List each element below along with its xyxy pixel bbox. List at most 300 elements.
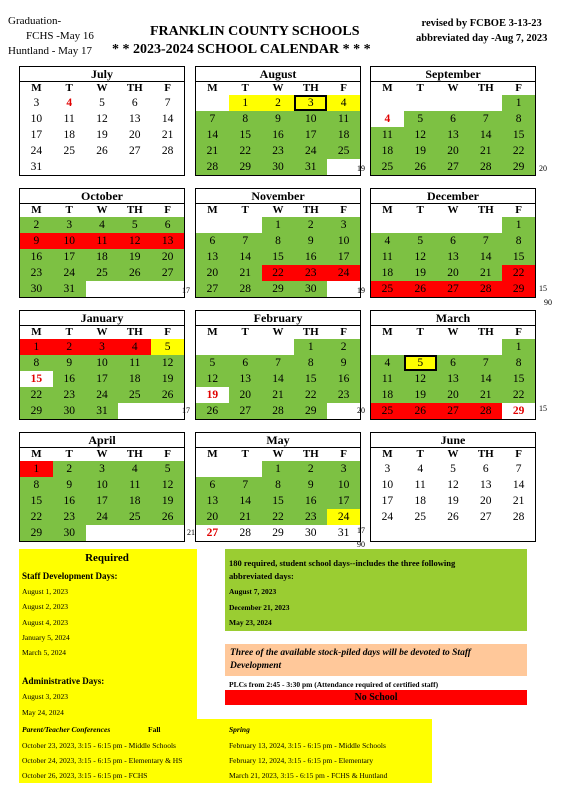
weekday-header: F (164, 82, 171, 94)
staff-dev-date: August 4, 2023 (22, 618, 69, 627)
day-cell: 10 (86, 355, 119, 371)
day-cell: 8 (262, 233, 295, 249)
day-cell: 25 (63, 145, 75, 157)
day-cell: 22 (502, 143, 535, 159)
day-cell: 1 (262, 217, 295, 233)
graduation-huntland: Huntland - May 17 (8, 45, 93, 57)
day-cell: 17 (381, 495, 394, 507)
day-cell: 28 (469, 281, 502, 297)
day-cell: 20 (437, 387, 470, 403)
month-title: February (196, 311, 360, 326)
day-cell: 15 (30, 373, 43, 385)
admin-days-label: Administrative Days: (22, 676, 105, 686)
day-cell: 1 (229, 95, 262, 111)
day-cell: 11 (414, 479, 426, 491)
required-days-legend (19, 549, 197, 719)
weekday-header: M (31, 448, 42, 460)
staff-dev-date: March 5, 2024 (22, 648, 66, 657)
weekday-header: T (241, 448, 249, 460)
day-cell: 10 (53, 233, 86, 249)
month-title: March (371, 311, 535, 326)
weekday-header: M (382, 82, 393, 94)
empty-cell (371, 95, 404, 111)
day-cell: 10 (30, 113, 43, 125)
weekday-header: M (382, 326, 393, 338)
day-cell: 26 (96, 145, 108, 157)
day-cell: 24 (327, 265, 360, 281)
weekday-header: TH (477, 204, 494, 216)
day-cell: 5 (404, 355, 437, 371)
day-cell: 25 (327, 143, 360, 159)
district-title: FRANKLIN COUNTY SCHOOLS (150, 24, 360, 39)
month-days (196, 82, 360, 175)
weekday-header: TH (126, 448, 143, 460)
day-cell: 6 (437, 111, 470, 127)
abbreviated-date: May 23, 2024 (229, 618, 272, 627)
day-cell: 8 (20, 355, 53, 371)
day-cell: 14 (229, 493, 262, 509)
day-cell: 24 (53, 265, 86, 281)
plc-note: PLCs from 2:45 - 3:30 pm (Attendance required of certified staff) (229, 680, 439, 689)
revised-date: revised by FCBOE 3-13-23 (421, 18, 542, 29)
day-cell: 3 (53, 217, 86, 233)
day-cell: 5 (151, 339, 184, 355)
day-cell: 15 (294, 371, 327, 387)
month-days (20, 204, 184, 297)
empty-cell (469, 525, 502, 541)
day-cell: 4 (371, 355, 404, 371)
day-cell: 21 (262, 387, 295, 403)
month-may (195, 432, 361, 542)
spring-conference: March 21, 2023, 3:15 - 6:15 pm - FCHS & Huntland (229, 771, 388, 780)
day-cell: 1 (502, 339, 535, 355)
day-cell: 28 (512, 511, 525, 523)
month-january (19, 310, 185, 420)
day-cell: 20 (229, 387, 262, 403)
day-cell: 6 (437, 233, 470, 249)
day-cell: 2 (294, 217, 327, 233)
day-cell: 19 (404, 387, 437, 403)
day-cell: 18 (86, 249, 119, 265)
day-cell: 4 (417, 463, 424, 475)
weekday-header: T (65, 326, 73, 338)
weekday-header: W (96, 82, 108, 94)
day-cell: 18 (371, 265, 404, 281)
day-cell: 12 (96, 113, 108, 125)
day-cell: 29 (229, 159, 262, 175)
weekday-header: T (65, 448, 73, 460)
day-cell: 4 (66, 97, 73, 109)
weekday-header: W (447, 448, 459, 460)
day-cell: 11 (371, 371, 404, 387)
month-days (196, 326, 360, 419)
empty-cell (196, 95, 229, 111)
empty-cell (327, 403, 360, 419)
day-cell: 18 (118, 371, 151, 387)
weekday-header: F (515, 448, 522, 460)
weekday-header: W (272, 82, 284, 94)
day-cell: 7 (515, 463, 522, 475)
required-title: Required (85, 552, 129, 564)
empty-cell (437, 217, 470, 233)
day-cell: 28 (196, 159, 229, 175)
day-cell: 16 (294, 249, 327, 265)
empty-cell (327, 159, 360, 175)
day-cell: 28 (262, 403, 295, 419)
weekday-header: M (31, 204, 42, 216)
count-oct: 17 (182, 286, 190, 295)
weekday-header: F (515, 82, 522, 94)
day-cell: 4 (384, 113, 391, 125)
day-cell: 8 (229, 111, 262, 127)
day-cell: 9 (262, 111, 295, 127)
weekday-header: M (382, 204, 393, 216)
weekday-header: TH (302, 82, 319, 94)
graduation-info (8, 14, 94, 59)
day-cell: 27 (437, 159, 470, 175)
day-cell: 29 (272, 527, 284, 539)
day-cell: 9 (20, 233, 53, 249)
day-cell: 2 (53, 339, 86, 355)
student-days-line1: 180 required, student school days--includes the three following (229, 558, 456, 568)
day-cell: 14 (469, 371, 502, 387)
day-cell: 5 (118, 217, 151, 233)
revision-info (416, 16, 547, 46)
day-cell: 13 (437, 249, 470, 265)
month-june (370, 432, 536, 542)
empty-cell (53, 159, 86, 175)
day-cell: 25 (86, 265, 119, 281)
day-cell: 24 (86, 387, 119, 403)
day-cell: 21 (196, 143, 229, 159)
day-cell: 25 (118, 387, 151, 403)
day-cell: 2 (294, 461, 327, 477)
day-cell: 26 (118, 265, 151, 281)
day-cell: 21 (161, 129, 174, 141)
day-cell: 30 (262, 159, 295, 175)
empty-cell (86, 525, 119, 541)
day-cell: 3 (384, 463, 391, 475)
day-cell: 17 (53, 249, 86, 265)
day-cell: 19 (151, 493, 184, 509)
day-cell: 3 (86, 461, 119, 477)
day-cell: 7 (196, 111, 229, 127)
empty-cell (196, 461, 229, 477)
empty-cell (404, 95, 437, 111)
day-cell: 11 (63, 113, 75, 125)
day-cell: 13 (229, 371, 262, 387)
stockpile-note: Three of the available stock-piled days will be devoted to Staff Development (225, 644, 527, 676)
day-cell: 16 (20, 249, 53, 265)
day-cell: 26 (151, 509, 184, 525)
day-cell: 16 (327, 371, 360, 387)
day-cell: 3 (33, 97, 40, 109)
day-cell: 19 (151, 371, 184, 387)
day-cell: 12 (404, 249, 437, 265)
conferences-label: Parent/Teacher Conferences (22, 725, 111, 734)
day-cell: 9 (294, 233, 327, 249)
day-cell: 3 (327, 461, 360, 477)
weekday-header: W (272, 326, 284, 338)
day-cell: 12 (196, 371, 229, 387)
weekday-header: F (515, 204, 522, 216)
weekday-header: F (340, 82, 347, 94)
weekday-header: TH (477, 448, 494, 460)
weekday-header: TH (302, 204, 319, 216)
day-cell: 17 (86, 371, 119, 387)
month-title: August (196, 67, 360, 82)
day-cell: 8 (20, 477, 53, 493)
day-cell: 7 (469, 111, 502, 127)
month-days (20, 82, 184, 175)
empty-cell (371, 525, 404, 541)
day-cell: 1 (262, 461, 295, 477)
day-cell: 7 (469, 355, 502, 371)
day-cell: 23 (327, 387, 360, 403)
day-cell: 17 (327, 249, 360, 265)
empty-cell (469, 339, 502, 355)
weekday-header: M (207, 448, 218, 460)
month-title: July (20, 67, 184, 82)
count-semester1: 90 (544, 298, 552, 307)
day-cell: 13 (196, 493, 229, 509)
day-cell: 29 (512, 405, 525, 417)
day-cell: 2 (20, 217, 53, 233)
day-cell: 8 (502, 111, 535, 127)
weekday-header: M (31, 326, 42, 338)
fall-conference: October 23, 2023, 3:15 - 6:15 pm - Middle Schools (22, 741, 176, 750)
day-cell: 21 (469, 143, 502, 159)
empty-cell (437, 525, 470, 541)
weekday-header: TH (477, 326, 494, 338)
weekday-header: T (241, 204, 249, 216)
day-cell: 21 (512, 495, 525, 507)
day-cell: 27 (437, 281, 470, 297)
day-cell: 27 (229, 403, 262, 419)
day-cell: 29 (502, 159, 535, 175)
day-cell: 23 (20, 265, 53, 281)
admin-day-date: May 24, 2024 (22, 708, 64, 717)
empty-cell (502, 525, 535, 541)
empty-cell (229, 461, 262, 477)
weekday-header: T (65, 82, 73, 94)
day-cell: 7 (229, 233, 262, 249)
day-cell: 8 (502, 355, 535, 371)
day-cell: 10 (294, 111, 327, 127)
day-cell: 8 (294, 355, 327, 371)
day-cell: 19 (96, 129, 108, 141)
day-cell: 7 (469, 233, 502, 249)
day-cell: 15 (20, 493, 53, 509)
empty-cell (469, 95, 502, 111)
day-cell: 20 (437, 265, 470, 281)
no-school-legend: No School (225, 690, 527, 705)
day-cell: 16 (262, 127, 295, 143)
day-cell: 30 (294, 281, 327, 297)
weekday-header: W (447, 326, 459, 338)
day-cell: 7 (164, 97, 171, 109)
day-cell: 10 (86, 477, 119, 493)
day-cell: 27 (196, 281, 229, 297)
count-may: 17 (357, 526, 365, 535)
day-cell: 17 (30, 129, 43, 141)
empty-cell (118, 281, 151, 297)
day-cell: 1 (20, 461, 53, 477)
empty-cell (196, 339, 229, 355)
empty-cell (118, 403, 151, 419)
day-cell: 5 (196, 355, 229, 371)
day-cell: 8 (262, 477, 295, 493)
day-cell: 13 (480, 479, 492, 491)
day-cell: 11 (118, 477, 151, 493)
month-days (371, 326, 535, 419)
day-cell: 19 (404, 265, 437, 281)
day-cell: 26 (447, 511, 459, 523)
day-cell: 29 (502, 281, 535, 297)
abbreviated-day-note: abbreviated day -Aug 7, 2023 (416, 33, 548, 44)
weekday-header: F (164, 448, 171, 460)
count-mar: 15 (539, 404, 547, 413)
fall-conference: October 24, 2023, 3:15 - 6:15 pm - Elementary & HS (22, 756, 183, 765)
day-cell: 6 (196, 233, 229, 249)
empty-cell (437, 95, 470, 111)
day-cell: 18 (371, 387, 404, 403)
admin-day-date: August 3, 2023 (22, 692, 69, 701)
weekday-header: F (340, 326, 347, 338)
day-cell: 15 (502, 127, 535, 143)
day-cell: 25 (371, 159, 404, 175)
day-cell: 28 (161, 145, 174, 157)
spring-conference: February 12, 2024, 3:15 - 6:15 pm - Elementary (229, 756, 374, 765)
day-cell: 12 (151, 355, 184, 371)
abbreviated-date: August 7, 2023 (229, 587, 277, 596)
weekday-header: T (416, 204, 424, 216)
month-february (195, 310, 361, 420)
day-cell: 20 (437, 143, 470, 159)
month-title: April (20, 433, 184, 448)
month-title: September (371, 67, 535, 82)
weekday-header: W (96, 448, 108, 460)
month-days (371, 204, 535, 297)
empty-cell (151, 159, 184, 175)
month-july (19, 66, 185, 176)
day-cell: 17 (327, 493, 360, 509)
weekday-header: W (96, 204, 108, 216)
day-cell: 11 (371, 127, 404, 143)
day-cell: 1 (20, 339, 53, 355)
day-cell: 29 (20, 525, 53, 541)
weekday-header: F (515, 326, 522, 338)
day-cell: 10 (327, 477, 360, 493)
weekday-header: F (164, 326, 171, 338)
day-cell: 27 (437, 403, 470, 419)
day-cell: 6 (196, 477, 229, 493)
day-cell: 27 (151, 265, 184, 281)
day-cell: 12 (447, 479, 459, 491)
day-cell: 16 (53, 493, 86, 509)
day-cell: 21 (229, 509, 262, 525)
day-cell: 6 (229, 355, 262, 371)
day-cell: 25 (371, 403, 404, 419)
day-cell: 22 (502, 387, 535, 403)
day-cell: 19 (447, 495, 459, 507)
day-cell: 3 (86, 339, 119, 355)
day-cell: 15 (262, 249, 295, 265)
day-cell: 31 (337, 527, 350, 539)
count-aug: 19 (357, 164, 365, 173)
day-cell: 29 (262, 281, 295, 297)
day-cell: 12 (118, 233, 151, 249)
count-feb: 20 (357, 406, 365, 415)
empty-cell (86, 159, 119, 175)
day-cell: 16 (294, 493, 327, 509)
weekday-header: W (447, 82, 459, 94)
empty-cell (118, 525, 151, 541)
day-cell: 1 (502, 95, 535, 111)
day-cell: 13 (437, 371, 470, 387)
day-cell: 18 (118, 493, 151, 509)
day-cell: 25 (118, 509, 151, 525)
day-cell: 31 (30, 161, 43, 173)
day-cell: 2 (53, 461, 86, 477)
day-cell: 21 (469, 387, 502, 403)
day-cell: 5 (450, 463, 456, 475)
weekday-header: M (31, 82, 42, 94)
empty-cell (262, 339, 295, 355)
day-cell: 28 (229, 281, 262, 297)
day-cell: 23 (53, 509, 86, 525)
month-days (20, 326, 184, 419)
day-cell: 5 (404, 111, 437, 127)
month-october (19, 188, 185, 298)
day-cell: 11 (371, 249, 404, 265)
count-dec: 15 (539, 284, 547, 293)
day-cell: 20 (196, 265, 229, 281)
day-cell: 18 (371, 143, 404, 159)
day-cell: 9 (53, 477, 86, 493)
month-title: November (196, 189, 360, 204)
day-cell: 24 (86, 509, 119, 525)
day-cell: 3 (294, 95, 327, 111)
empty-cell (229, 217, 262, 233)
month-title: December (371, 189, 535, 204)
month-december (370, 188, 536, 298)
month-days (196, 204, 360, 297)
day-cell: 23 (294, 509, 327, 525)
day-cell: 27 (129, 145, 141, 157)
weekday-header: T (241, 326, 249, 338)
empty-cell (229, 339, 262, 355)
day-cell: 24 (381, 511, 394, 523)
month-days (196, 448, 360, 541)
day-cell: 26 (404, 403, 437, 419)
day-cell: 22 (262, 265, 295, 281)
day-cell: 10 (327, 233, 360, 249)
day-cell: 31 (294, 159, 327, 175)
month-title: May (196, 433, 360, 448)
day-cell: 14 (262, 371, 295, 387)
day-cell: 12 (404, 127, 437, 143)
count-sep: 20 (539, 164, 547, 173)
weekday-header: T (416, 82, 424, 94)
month-days (20, 448, 184, 541)
day-cell: 12 (404, 371, 437, 387)
day-cell: 17 (294, 127, 327, 143)
day-cell: 27 (206, 527, 219, 539)
month-april (19, 432, 185, 542)
empty-cell (86, 281, 119, 297)
day-cell: 23 (262, 143, 295, 159)
